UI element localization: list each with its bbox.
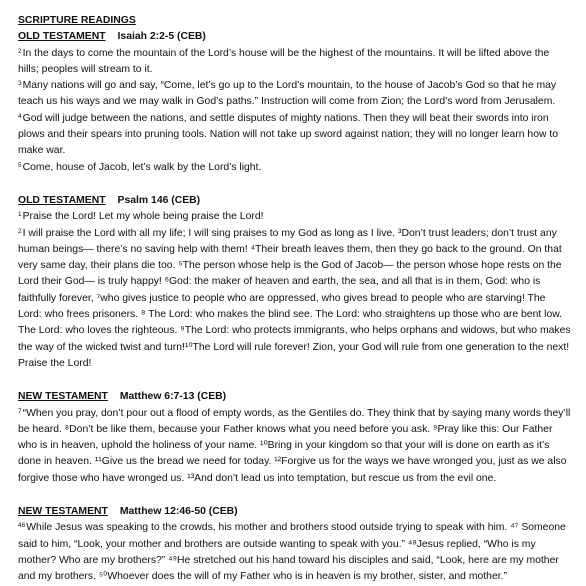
reading-section [18, 193, 572, 372]
verse-text: While Jesus was speaking to the crowds, his mother and brothers stood outside trying to speak with him. ⁴⁷ Someone said to him, “Look, your mother and brothers are outside wanting to speak with you.” ⁴⁸Jesus replied, “Who is my mother? Who are my brothers?” ⁴⁹He stretched out his hand toward his disciples and said, “Look, here are my mother and my brothers. ⁵⁰Whoever does the will of my Father who is in heaven is my brother, sister, and mother.” [18, 522, 566, 583]
verse-text: God will judge between the nations, and settle disputes of mighty nations. Then they will beat their swords into iron plows and their spears into pruning tools. Nation will not take up sword against nation; they will no longer learn how to make war. [18, 112, 559, 157]
testament-label: NEW TESTAMENT [18, 506, 108, 518]
verse [18, 46, 572, 79]
verse [18, 520, 572, 585]
document-title: SCRIPTURE READINGS [18, 15, 136, 26]
verse [18, 78, 572, 111]
verse-number: 5 [18, 161, 22, 169]
verse [18, 111, 572, 160]
verse-number: 3 [18, 80, 22, 88]
verse-number: 7 [18, 407, 22, 415]
verse-text: Many nations will go and say, “Come, let’s go up to the Lord’s mountain, to the house of Jacob’s God so that he may teach us his ways and we may walk in God’s paths.” Instruction will come from Zion; the Lord’s word from Jerusalem. [18, 80, 557, 108]
reading-section [18, 389, 572, 487]
verse [18, 406, 572, 487]
verse-number: 1 [18, 211, 22, 219]
verse-text: “When you pray, don’t pour out a flood of empty words, as the Gentiles do. They think that by saying many words they’ll be heard. ⁸Don’t be like them, because your Father knows what you need before you ask. ⁹Pray like this: Our Father who is in heaven, uphold the holiness of your name. ¹⁰Bring in your kingdom so that your will is done on earth as it’s done in heaven. ¹¹Give us the bread we need for today. ¹²Forgive us for the ways we have wronged you, just as we also forgive those who have wronged us. ¹³And don’t lead us into temptation, but rescue us from the evil one. [18, 407, 571, 484]
verse [18, 209, 572, 225]
reading-section [18, 29, 572, 176]
verse [18, 226, 572, 373]
section-heading [18, 389, 572, 405]
verse-number: 4 [18, 112, 22, 120]
testament-label: OLD TESTAMENT [18, 31, 106, 43]
verse-text: Come, house of Jacob, let’s walk by the Lord’s light. [22, 161, 262, 173]
testament-label: OLD TESTAMENT [18, 194, 106, 206]
verse [18, 160, 572, 176]
reading-section [18, 504, 572, 585]
verse-text: In the days to come the mountain of the Lord’s house will be the highest of the mountains. It will be lifted above the hills; peoples will stream to it. [18, 47, 550, 75]
verse-number: 2 [18, 227, 22, 235]
testament-label: NEW TESTAMENT [18, 391, 108, 403]
section-heading [18, 504, 572, 520]
section-heading [18, 29, 572, 45]
scripture-reference: Psalm 146 (CEB) [117, 194, 201, 206]
verse-text: Praise the Lord! Let my whole being praise the Lord! [22, 211, 264, 223]
verse-number: 2 [18, 47, 22, 55]
scripture-reference: Matthew 6:7-13 (CEB) [119, 391, 227, 403]
scripture-reference: Isaiah 2:2-5 (CEB) [117, 31, 206, 43]
verse-text: I will praise the Lord with all my life; I will sing praises to my God as long as I live. ³Don’t trust leaders; don’t trust any human beings— there’s no saving help with them! ⁴Their breath leaves them, then they go back to the ground. On that very same day, their plans die too. ⁵The person whose help is the God of Jacob— the person whose hope rests on the Lord their God— is truly happy! ⁶God: the maker of heaven and earth, the sea, and all that is in them, God: who is faithfully forever, ⁷who gives justice to people who are oppressed, who gives bread to people who are starving! The Lord: who frees prisoners. ⁸ The Lord: who makes the blind see. The Lord: who straightens up those who are bent low. The Lord: who loves the righteous. ⁹The Lord: who protects immigrants, who helps orphans and widows, but who makes the way of the wicked twist and turn!¹⁰The Lord will rule forever! Zion, your God will rule from one generation to the next! Praise the Lord! [18, 227, 571, 369]
verse-number: 46 [18, 522, 26, 530]
scripture-reference: Matthew 12:46-50 (CEB) [119, 506, 238, 518]
section-heading [18, 193, 572, 209]
